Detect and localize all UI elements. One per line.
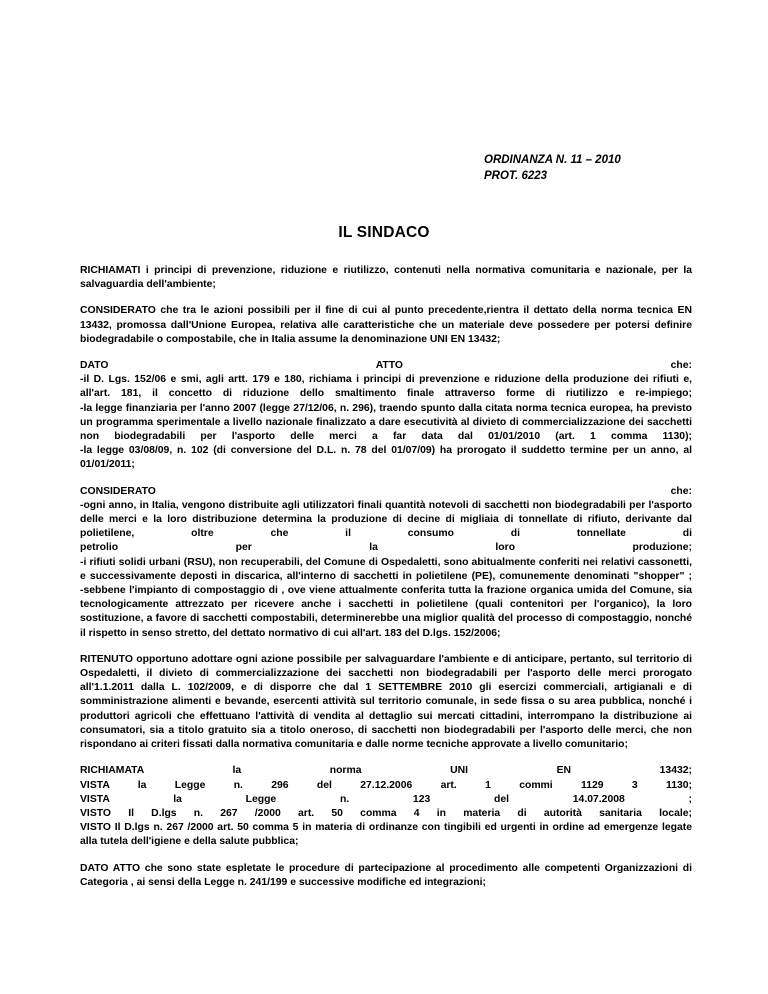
paragraph-line: CONSIDERATO che tra le azioni possibili per il fine di cui al punto precedente,rientra il dettato della norma tecnica EN: [80, 305, 692, 317]
paragraph-line: CONSIDERATO che:: [80, 485, 692, 497]
paragraph-line: non biodegradabili per l'asporto delle merci a far data dal 01/01/2010 (art. 1 comma 1130);: [80, 431, 692, 443]
ordinance-number: ORDINANZA N. 11 – 2010: [484, 154, 621, 166]
paragraph-line: biodegradabile o compostabile, che in Italia assume la denominazione UNI EN 13432;: [80, 333, 501, 345]
paragraph-line: VISTO Il D.lgs n. 267 /2000 art. 50 comma 4 in materia di autorità sanitaria locale;: [80, 807, 692, 819]
paragraph: [80, 359, 692, 473]
paragraph: [80, 653, 692, 752]
paragraph-line: il rispetto in senso stretto, del dettato normativo di cui all'art. 183 del D.lgs. 152/2006;: [80, 627, 501, 639]
paragraph-line: tecnologicamente attrezzato per ricevere anche i sacchetti in polietilene (quali contenitori per l'organico), la loro: [80, 599, 692, 611]
paragraph: [80, 862, 692, 890]
paragraph-line: VISTO Il D.lgs n. 267 /2000 art. 50 comma 5 in materia di ordinanze con tingibili ed urgenti in ordine ad emergenze legate: [80, 822, 692, 834]
paragraph-line: Categoria , ai sensi della Legge n. 241/199 e successive modifiche ed integrazioni;: [80, 876, 486, 888]
paragraph-line: alla tutela dell'igiene e della salute pubblica;: [80, 836, 299, 848]
protocol-number: PROT. 6223: [484, 170, 548, 182]
paragraph-line: VISTA la Legge n. 123 del 14.07.2008 ;: [80, 793, 692, 805]
paragraph-line: polietilene, oltre che il consumo di tonnellate di: [80, 528, 692, 540]
ordinance-header: [484, 152, 621, 184]
document-title: IL SINDACO: [338, 224, 430, 241]
paragraph-line: RICHIAMATA la norma UNI EN 13432;: [80, 765, 692, 777]
paragraph-line: DATO ATTO che sono state espletate le procedure di partecipazione al procedimento alle competenti Organizzazioni di: [80, 862, 692, 874]
paragraph-line: 13432, promossa dall'Unione Europea, relativa alle caratteristiche che un materiale deve possedere per potersi definire: [80, 319, 692, 331]
paragraph-line: VISTA la Legge n. 296 del 27.12.2006 art. 1 commi 1129 3 1130;: [80, 779, 692, 791]
paragraph: [80, 264, 692, 292]
paragraph-line: all'1.1.2011 dalla L. 102/2009, e di disporre che dal 1 SETTEMBRE 2010 gli esercizi commerciali, artigianali e di: [80, 682, 692, 694]
paragraph-line: Ospedaletti, il divieto di commercializzazione dei sacchetti non biodegradabili per l'asporto delle merci prorogato: [80, 668, 692, 680]
paragraph-line: petrolio per la loro produzione;: [80, 542, 692, 554]
paragraph-line: -ogni anno, in Italia, vengono distribuite agli utilizzatori finali quantità notevoli di sacchetti non biodegradabili per l'asporto: [80, 499, 692, 511]
paragraph-line: somministrazione alimenti e bevande, esercenti attività sul territorio comunale, in sede fissa o su area pubblica, nonché i: [80, 696, 692, 708]
paragraph-line: -i rifiuti solidi urbani (RSU), non recuperabili, del Comune di Ospedaletti, sono abitualmente conferiti nei relativi cassonetti,: [80, 556, 692, 568]
document-body: [80, 264, 692, 902]
paragraph-line: consumatori, sia a titolo gratuito sia a titolo oneroso, di sacchetti non biodegradabili per l'asporto delle merci, che non: [80, 724, 692, 736]
paragraph-line: -la legge finanziaria per l'anno 2007 (legge 27/12/06, n. 296), traendo spunto dalla citata norma tecnica europea, ha previsto: [80, 402, 692, 414]
paragraph-line: rispondano ai criteri fissati dalla normativa comunitaria e dalle norme tecniche approvate a livello comunitario;: [80, 739, 628, 751]
paragraph-line: all'art. 181, il concetto di riduzione dello smaltimento finale attraverso forme di riutilizzo e re-impiego;: [80, 388, 692, 400]
paragraph-line: 01/01/2011;: [80, 459, 135, 471]
paragraph-line: RICHIAMATI i principi di prevenzione, riduzione e riutilizzo, contenuti nella normativa comunitaria e nazionale, per la: [80, 265, 692, 276]
paragraph-line: DATO ATTO che:: [80, 360, 692, 372]
paragraph-line: salvaguardia dell'ambiente;: [80, 279, 216, 291]
paragraph-line: -la legge 03/08/09, n. 102 (di conversione del D.L. n. 78 del 01/07/09) ha prorogato il suddetto termine per un anno, al: [80, 445, 692, 457]
paragraph-line: e successivamente deposti in discarica, all'interno di sacchetti in polietilene (PE), comunemente denominati "shopper" ;: [80, 570, 692, 582]
paragraph-line: RITENUTO opportuno adottare ogni azione possibile per salvaguardare l'ambiente e di anticipare, pertanto, sul territorio di: [80, 653, 692, 665]
paragraph: [80, 304, 692, 347]
paragraph-line: un programma sperimentale a livello nazionale finalizzato a dare esecutività al divieto di commercializzazione dei sacchetti: [80, 416, 692, 428]
paragraph-line: produttori agricoli che effettuano l'attività di vendita al dettaglio sui mercati cittadini, interrompano la distribuzione ai: [80, 710, 692, 722]
paragraph-line: delle merci e la loro distribuzione determina la produzione di decine di migliaia di tonnellate di rifiuto, derivante dal: [80, 514, 692, 526]
paragraph: [80, 764, 692, 849]
paragraph-line: -sebbene l'impianto di compostaggio di , ove viene attualmente conferita tutta la frazione organica umida del Comune, sia: [80, 585, 692, 597]
paragraph-line: -il D. Lgs. 152/06 e smi, agli artt. 179 e 180, richiama i principi di prevenzione e riduzione della produzione dei rifiuti e,: [80, 374, 692, 386]
paragraph-line: sostituzione, a favore di sacchetti compostabili, determinerebbe una miglior qualità del processo di compostaggio, nonché: [80, 613, 692, 625]
paragraph: [80, 485, 692, 641]
